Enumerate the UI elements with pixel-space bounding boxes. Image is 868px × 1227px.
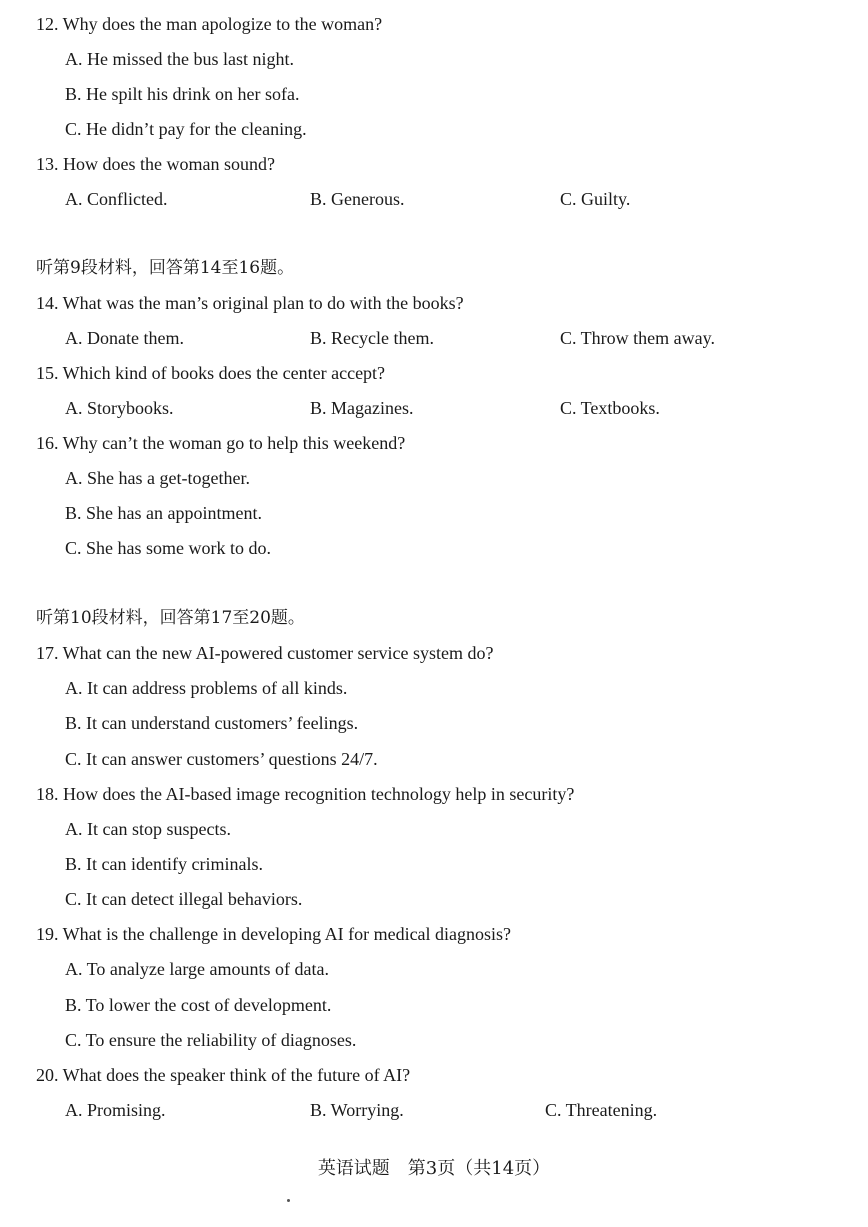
question-17-option-b: B. It can understand customers’ feelings. bbox=[65, 713, 359, 733]
question-18-option-c: C. It can detect illegal behaviors. bbox=[65, 889, 303, 909]
question-13-option-c: C. Guilty. bbox=[560, 189, 631, 209]
question-15-stem: 15. Which kind of books does the center accept? bbox=[36, 363, 386, 383]
question-12-option-c: C. He didn’t pay for the cleaning. bbox=[65, 119, 307, 139]
question-18-option-b: B. It can identify criminals. bbox=[65, 854, 263, 874]
question-18-option-a: A. It can stop suspects. bbox=[65, 819, 231, 839]
question-17-option-a: A. It can address problems of all kinds. bbox=[65, 678, 348, 698]
page-footer: 英语试题 第3页（共14页） bbox=[317, 1158, 551, 1179]
question-17-stem: 17. What can the new AI-powered customer service system do? bbox=[36, 643, 494, 663]
question-16-option-c: C. She has some work to do. bbox=[65, 538, 271, 558]
question-19-option-c: C. To ensure the reliability of diagnoses. bbox=[65, 1030, 357, 1050]
question-12-option-a: A. He missed the bus last night. bbox=[65, 49, 294, 69]
question-13-option-a: A. Conflicted. bbox=[65, 189, 168, 209]
question-18-stem: 18. How does the AI-based image recognition technology help in security? bbox=[36, 784, 575, 804]
section-9-instruction: 听第9段材料，回答第14至16题。 bbox=[36, 258, 295, 278]
question-20-option-c: C. Threatening. bbox=[545, 1100, 658, 1120]
question-12-stem: 12. Why does the man apologize to the woman? bbox=[36, 14, 383, 34]
question-14-option-a: A. Donate them. bbox=[65, 328, 184, 348]
question-17-option-c: C. It can answer customers’ questions 24/7. bbox=[65, 749, 378, 769]
question-14-option-c: C. Throw them away. bbox=[560, 328, 715, 348]
question-20-option-a: A. Promising. bbox=[65, 1100, 166, 1120]
question-15-option-c: C. Textbooks. bbox=[560, 398, 660, 418]
question-14-option-b: B. Recycle them. bbox=[310, 328, 434, 348]
question-16-option-a: A. She has a get-together. bbox=[65, 468, 250, 488]
section-10-instruction: 听第10段材料，回答第17至20题。 bbox=[36, 608, 305, 628]
question-15-option-a: A. Storybooks. bbox=[65, 398, 174, 418]
question-20-option-b: B. Worrying. bbox=[310, 1100, 404, 1120]
question-19-option-a: A. To analyze large amounts of data. bbox=[65, 959, 329, 979]
question-15-option-b: B. Magazines. bbox=[310, 398, 414, 418]
question-13-option-b: B. Generous. bbox=[310, 189, 405, 209]
question-13-stem: 13. How does the woman sound? bbox=[36, 154, 275, 174]
question-20-stem: 20. What does the speaker think of the future of AI? bbox=[36, 1065, 411, 1085]
question-12-option-b: B. He spilt his drink on her sofa. bbox=[65, 84, 300, 104]
question-19-option-b: B. To lower the cost of development. bbox=[65, 995, 332, 1015]
question-16-option-b: B. She has an appointment. bbox=[65, 503, 262, 523]
question-16-stem: 16. Why can’t the woman go to help this weekend? bbox=[36, 433, 406, 453]
question-14-stem: 14. What was the man’s original plan to do with the books? bbox=[36, 293, 464, 313]
question-19-stem: 19. What is the challenge in developing AI for medical diagnosis? bbox=[36, 924, 512, 944]
scan-speck bbox=[287, 1199, 290, 1202]
